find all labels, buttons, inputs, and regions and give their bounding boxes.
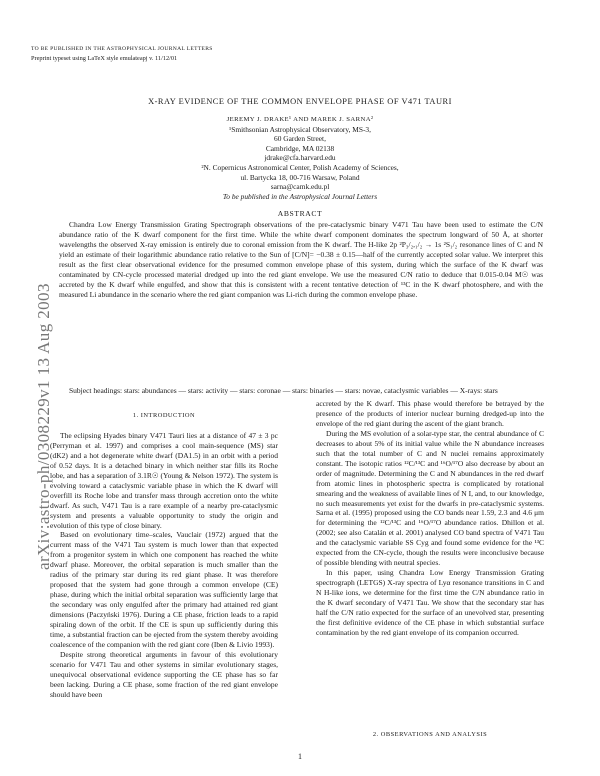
paragraph: During the MS evolution of a solar-type star, the central abundance of C decreases to about 5% of its initial value while the N abundance increases such that the total number of C and N nuclei remains approximately constant. The isotopic ratios ¹²C/¹³C and ¹⁶O/¹⁷O also decrease by about an order of magnitude. Determining the C and N abundances in the red dwarf from atomic lines in photospheric spectra is complicated by rotational smearing and the weakness of available lines of N I, and, to our knowledge, no such measurements yet exist for the dwarfs in pre-cataclysmic systems. Sarna et al. (1995) proposed using the CO bands near 1.59, 2.3 and 4.6 μm for determining the ¹²C/¹³C and ¹⁶O/¹⁷O abundance ratios. Dhillon et al. (2002; see also Catalán et al. 2001) analysed CO band spectra of V471 Tau and the cataclysmic variable SS Cyg and found some evidence for the ¹³C expected from the CN-cycle, though the results were inconclusive because of possible blending with neutral species. bbox=[316, 428, 544, 568]
paragraph: The eclipsing Hyades binary V471 Tauri lies at a distance of 47 ± 3 pc (Perryman et al. 1997) and comprises a cool main-sequence (MS) star (dK2) and a hot degenerate white dwarf (DA1.5) in an orbit with a period of 0.52 days. It is a detached binary in which neither star fills its Roche lobe, and has a separation of 3.1R☉ (Young & Nelson 1972). The system is evolving toward a cataclysmic variable phase in which the K dwarf will overfill its Roche lobe and transfer mass through accretion onto the white dwarf. As such, V471 Tau is a rare example of a nearby pre-cataclysmic system and presents a valuable opportunity to study the origin and evolution of this type of close binary. bbox=[50, 430, 278, 530]
author-block bbox=[60, 115, 540, 201]
paragraph: Despite strong theoretical arguments in favour of this evolutionary scenario for V471 Tau and other systems in similar evolutionary stages, unequivocal observational evidence supporting the CE phase has so far been lacking. During a CE phase, some fraction of the red giant envelope should have been bbox=[50, 649, 278, 699]
subject-headings: Subject headings: stars: abundances — stars: activity — stars: coronae — stars: binaries — stars: novae, cataclysmic variables — X-rays: stars bbox=[69, 386, 498, 395]
abstract-heading: ABSTRACT bbox=[277, 209, 323, 218]
paragraph: In this paper, using Chandra Low Energy Transmission Grating spectrograph (LETGS) X-ray spectra of Lyα resonance transitions in C and N H-like ions, we determine for the first time the C/N abundance ratio in the K dwarf secondary of V471 Tau. We show that the secondary star has half the C/N ratio expected for the surface of an unevolved star, presenting the first definitive evidence of the CE phase in which substantial surface contamination by the red giant envelope of its companion occurred. bbox=[316, 568, 544, 637]
publication-note: To be published in the Astrophysical Journal Letters bbox=[222, 191, 378, 201]
paragraph: accreted by the K dwarf. This phase would therefore be betrayed by the presence of the products of interior nuclear burning dredged-up into the envelope of the red giant during the ascent of the giant branch. bbox=[316, 399, 544, 428]
affiliation-1-street: 60 Garden Street, bbox=[274, 134, 326, 144]
right-column bbox=[316, 399, 544, 638]
arxiv-identifier[interactable]: arXiv:astro-ph/0308229v1 13 Aug 2003 bbox=[34, 283, 53, 570]
section-heading-introduction: 1. INTRODUCTION bbox=[132, 412, 196, 419]
abstract-text: Chandra Low Energy Transmission Grating Spectrograph observations of the pre-cataclysmic binary V471 Tau have been used to estimate the C/N abundance ratio of the K dwarf component for the first time. While the white dwarf component dominates the spectrum longward of 50 Å, at shorter wavelengths the observed X-ray emission is entirely due to coronal emission from the K dwarf. The H-like 2p ²P₃/₂,₁/₂ → 1s ²S₁/₂ resonance lines of C and N yield an estimate of their logarithmic abundance ratio relative to the Sun of [C/N]= −0.38 ± 0.15—half of the currently accepted solar value. We interpret this result as the first clear observational evidence for the presumed common envelope phase of this system, during which the surface of the K dwarf was contaminated by CN-cycle processed material dredged up into the red giant envelope. We use the measured C/N ratio to deduce that 0.015-0.04 M☉ was accreted by the K dwarf while engulfed, and show that this is consistent with a recent tentative detection of ¹³C in the K dwarf photosphere, and with the measured Li abundance in the scenario where the red giant companion was Li-rich during the common envelope phase. bbox=[59, 220, 543, 299]
affiliation-1-email[interactable]: jdrake@cfa.harvard.edu bbox=[264, 153, 336, 163]
preprint-header bbox=[31, 44, 571, 64]
preprint-line: Preprint typeset using LaTeX style emulateapj v. 11/12/01 bbox=[31, 55, 178, 62]
paper-title: X-RAY EVIDENCE OF THE COMMON ENVELOPE PHASE OF V471 TAURI bbox=[148, 97, 452, 106]
arxiv-sidebar bbox=[0, 0, 53, 776]
page-number: 1 bbox=[298, 752, 302, 761]
left-column bbox=[50, 409, 278, 700]
author-names: JEREMY J. DRAKE¹ AND MAREK J. SARNA² bbox=[226, 116, 374, 123]
affiliation-1: ¹Smithsonian Astrophysical Observatory, MS-3, bbox=[229, 124, 371, 134]
affiliation-1-city: Cambridge, MA 02138 bbox=[265, 143, 335, 153]
affiliation-2: ²N. Copernicus Astronomical Center, Polish Academy of Sciences, bbox=[201, 162, 399, 172]
section-heading-observations: 2. OBSERVATIONS AND ANALYSIS bbox=[372, 731, 488, 738]
paragraph: Based on evolutionary time–scales, Vauclair (1972) argued that the current mass of the V471 Tau system is much lower than that expected from a progenitor system in which one component has reached the white dwarf phase. Moreover, the orbital separation is much smaller than the radius of the primary star during its red giant phase. It was therefore proposed that the system had gone through a common envelope (CE) phase, during which the initial orbital separation was sufficiently large that the secondary was only engulfed after the primary had attained red giant dimensions (Paczyński 1976). During a CE phase, friction leads to a rapid spiraling down of the orbit. If the CE is spun up sufficiently during this time, a substantial fraction can be ejected from the system thereby avoiding coalescence of the companion with the red giant core (Iben & Livio 1993). bbox=[50, 530, 278, 649]
affiliation-2-email[interactable]: sarna@camk.edu.pl bbox=[270, 182, 330, 192]
affiliation-2-street: ul. Bartycka 18, 00-716 Warsaw, Poland bbox=[240, 172, 360, 182]
journal-line: TO BE PUBLISHED IN THE ASTROPHYSICAL JOURNAL LETTERS bbox=[31, 46, 213, 52]
